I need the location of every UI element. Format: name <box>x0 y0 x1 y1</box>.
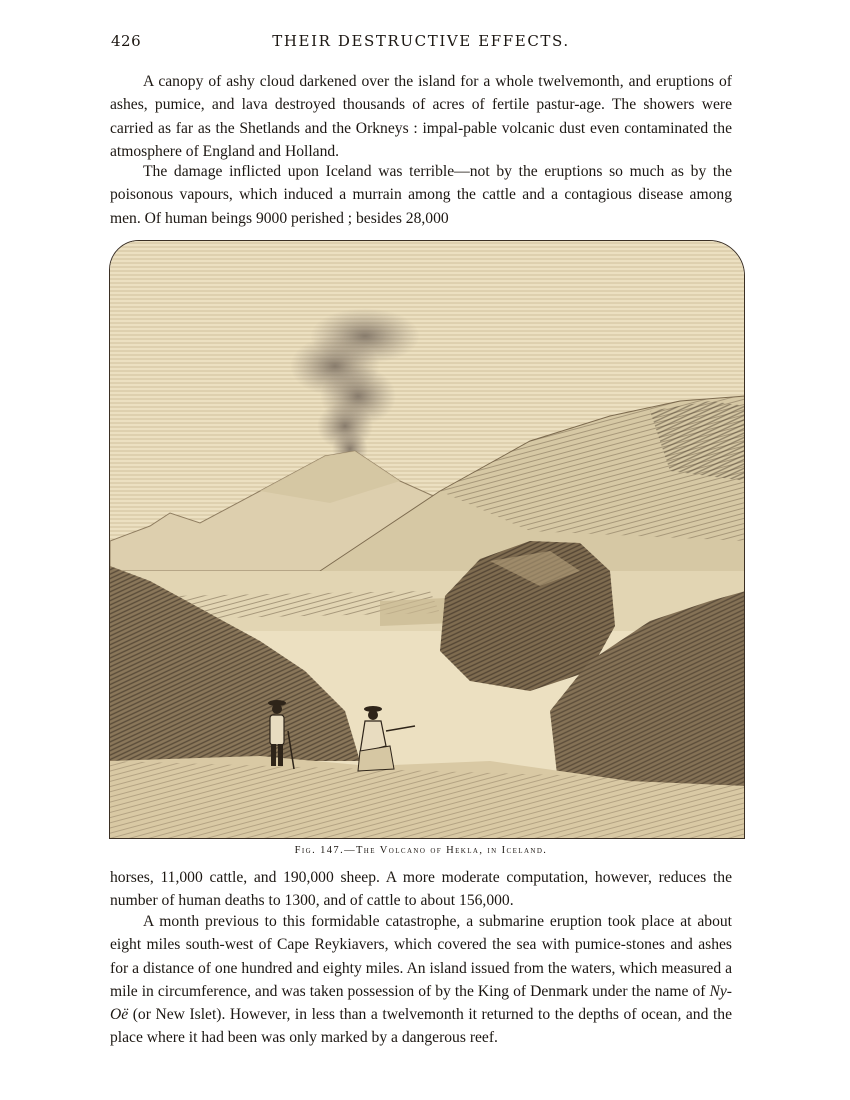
paragraph-1: A canopy of ashy cloud darkened over the island for a whole twelvemonth, and eruptions of ashes, pumice, and lava destroyed thousands of acres of fertile pastur-age. The showers were carried as far as the Shetlands and the Orkneys : impal-pable volcanic dust even contaminated the atmosphere of England and Holland. <box>110 73 732 160</box>
paragraph-4-start: A month previous to this formidable catastrophe, a submarine eruption took place at about eight miles south-west of Cape Reykiavers, which covered the sea with pumice-stones and ashes for a distance of one hundred and eighty miles. An island issued from the waters, which measured a mile in circumference, and was taken possession of by the King of Denmark under the name of <box>110 913 732 1000</box>
running-head: THEIR DESTRUCTIVE EFFECTS. <box>272 32 570 50</box>
paragraph-4 <box>110 910 732 1050</box>
engraving-hekla <box>109 240 745 839</box>
paragraph-2: The damage inflicted upon Iceland was terrible—not by the eruptions so much as by the poisonous vapours, which induced a murrain among the cattle and a contagious disease among men. Of human beings 9000 perished ; besides 28,000 <box>110 163 732 227</box>
island-name: Ny-Oë <box>110 982 732 1024</box>
page-header <box>111 32 731 56</box>
paragraph-3: horses, 11,000 cattle, and 190,000 sheep. A more moderate computation, however, reduces the number of human deaths to 1300, and of cattle to about 156,000. <box>110 869 732 910</box>
paragraph-4-end: (or New Islet). However, in less than a twelvemonth it returned to the depths of ocean, and the place where it had been was only marked by a dangerous reef. <box>110 1006 732 1047</box>
page-number: 426 <box>111 32 142 50</box>
figure-caption: Fig. 147.—The Volcano of Hekla, in Iceland. <box>294 845 548 856</box>
